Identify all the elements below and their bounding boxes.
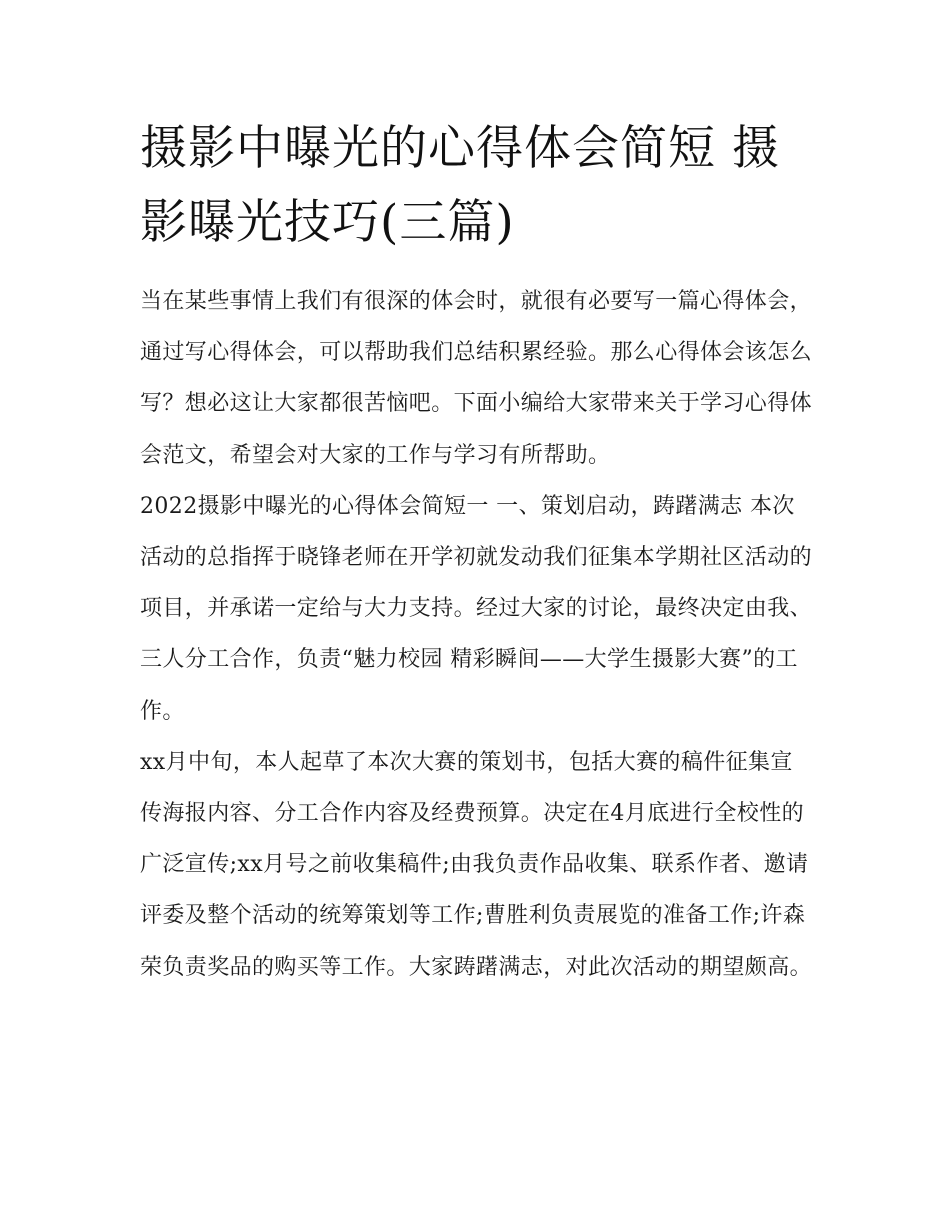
planning-paragraph: xx月中旬，本人起草了本次大赛的策划书，包括大赛的稿件征集宣传海报内容、分工合作内容及经费预算。决定在4月底进行全校性的广泛宣传;xx月号之前收集稿件;由我负责作品收集、联系作者、邀请评委及整个活动的统筹策划等工作;曹胜利负责展览的准备工作;许森荣负责奖品的购买等工作。大家踌躇满志，对此次活动的期望颇高。	[140, 749, 813, 980]
document-body	[140, 276, 812, 993]
document-title: 摄影中曝光的心得体会简短 摄影曝光技巧(三篇)	[140, 121, 780, 250]
section-one-paragraph: 2022摄影中曝光的心得体会简短一 一、策划启动，踌躇满志 本次活动的总指挥于晓锋老师在开学初就发动我们征集本学期社区活动的项目，并承诺一定给与大力支持。经过大家的讨论，最终决定由我、三人分工合作，负责“魅力校园 精彩瞬间——大学生摄影大赛”的工作。	[140, 493, 813, 724]
intro-paragraph: 当在某些事情上我们有很深的体会时，就很有必要写一篇心得体会，通过写心得体会，可以帮助我们总结积累经验。那么心得体会该怎么写？想必这让大家都很苦恼吧。下面小编给大家带来关于学习心得体会范文，希望会对大家的工作与学习有所帮助。	[140, 289, 813, 468]
